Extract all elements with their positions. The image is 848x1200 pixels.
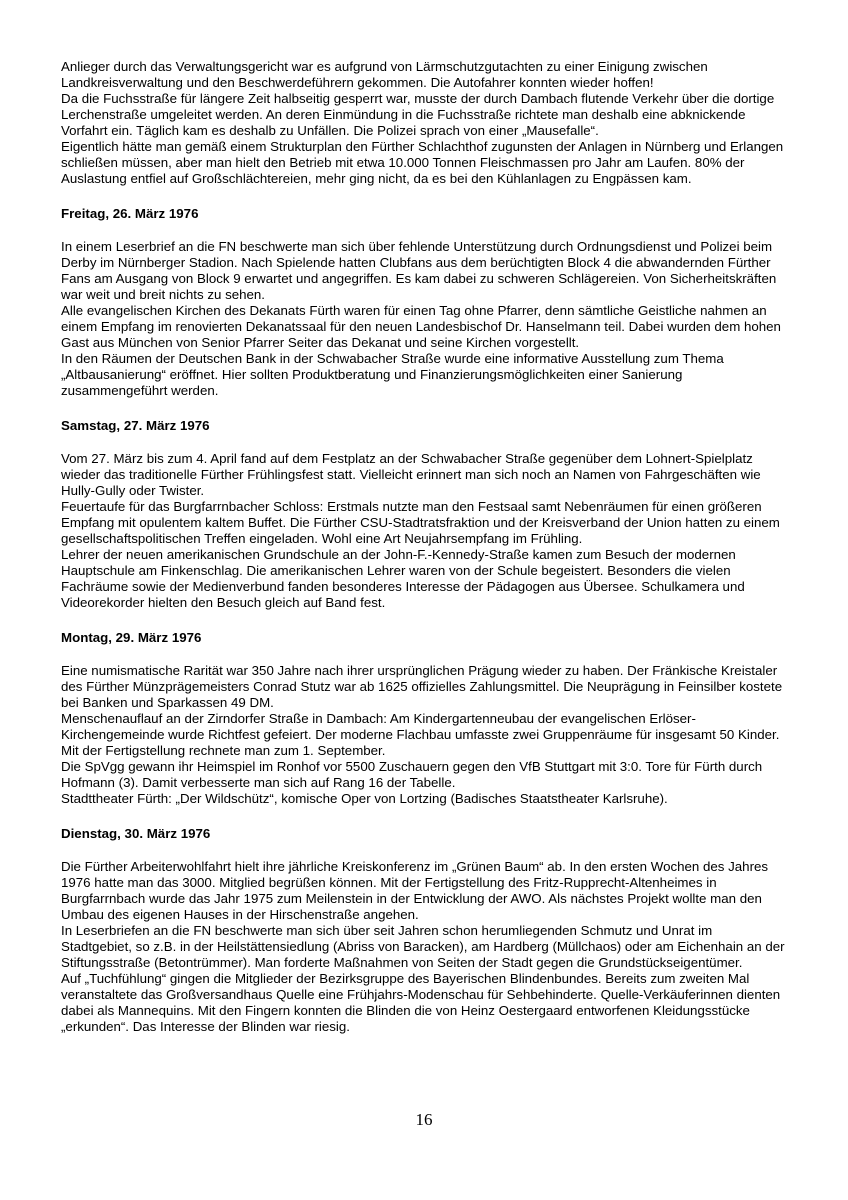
paragraph: Anlieger durch das Verwaltungsgericht war es aufgrund von Lärmschutzgutachten zu einer Einigung zwischen Landkreisverwaltung und den Beschwerdeführern gekommen. Die Autofahrer konnten wieder hoffen! (61, 59, 708, 90)
paragraph: Auf „Tuchfühlung“ gingen die Mitglieder der Bezirksgruppe des Bayerischen Blindenbundes. Bereits zum zweiten Mal veranstaltete das Großversandhaus Quelle eine Frühjahrs-Modenschau für Sehbehinderte. Quelle-Verkäuferinnen dienten dabei als Mannequins. Mit den Fingern konnten die Blinden die von Heinz Oestergaard entworfenen Kleidungsstücke „erkunden“. Das Interesse der Blinden war riesig. (61, 971, 781, 1034)
paragraph: Stadttheater Fürth: „Der Wildschütz“, komische Oper von Lortzing (Badisches Staatstheater Karlsruhe). (61, 791, 668, 806)
paragraph: In den Räumen der Deutschen Bank in der Schwabacher Straße wurde eine informative Ausstellung zum Thema „Altbausanierung“ eröffnet. Hier sollten Produktberatung und Finanzierungsmöglichkeiten einer Sanierung zusammengeführt werden. (61, 351, 724, 398)
paragraph: Da die Fuchsstraße für längere Zeit halbseitig gesperrt war, musste der durch Dambach flutende Verkehr über die dortige Lerchenstraße umgeleitet werden. An deren Einmündung in die Fuchsstraße richtete man deshalb eine abknickende Vorfahrt ein. Täglich kam es deshalb zu Unfällen. Die Polizei sprach von einer „Mausefalle“. (61, 91, 775, 138)
paragraph: Die Fürther Arbeiterwohlfahrt hielt ihre jährliche Kreiskonferenz im „Grünen Baum“ ab. In den ersten Wochen des Jahres 1976 hatte man das 3000. Mitglied begrüßen können. Mit der Fertigstellung des Fritz-Rupprecht-Altenheimes in Burgfarrnbach wurde das Jahr 1975 zum Meilenstein in der Entwicklung der AWO. Als nächstes Projekt wollte man den Umbau des eigenen Hauses in der Hirschenstraße angehen. (61, 859, 769, 922)
paragraph: Lehrer der neuen amerikanischen Grundschule an der John-F.-Kennedy-Straße kamen zum Besuch der modernen Hauptschule am Finkenschlag. Die amerikanischen Lehrer waren von der Schule begeistert. Besonders die vielen Fachräume sowie der Medienverbund fanden besonderes Interesse der Pädagogen aus Übersee. Schulkamera und Videorekorder hielten den Besuch gleich auf Band fest. (61, 547, 745, 610)
section-dienstag (61, 826, 786, 1035)
page-content (61, 59, 786, 1035)
section-heading: Freitag, 26. März 1976 (61, 206, 199, 221)
section-montag (61, 630, 786, 807)
paragraph: Alle evangelischen Kirchen des Dekanats Fürth waren für einen Tag ohne Pfarrer, denn sämtliche Geistliche nahmen an einem Empfang im renovierten Dekanatssaal für den neuen Landesbischof Dr. Hanselmann teil. Dabei wurden dem hohen Gast aus München von Senior Pfarrer Seiter das Dekanat und seine Kirchen vorgestellt. (61, 303, 781, 350)
paragraph: Die SpVgg gewann ihr Heimspiel im Ronhof vor 5500 Zuschauern gegen den VfB Stuttgart mit 3:0. Tore für Fürth durch Hofmann (3). Damit verbesserte man sich auf Rang 16 der Tabelle. (61, 759, 763, 790)
section-heading: Samstag, 27. März 1976 (61, 418, 210, 433)
paragraph: Eigentlich hätte man gemäß einem Strukturplan den Fürther Schlachthof zugunsten der Anlagen in Nürnberg und Erlangen schließen müssen, aber man hielt den Betrieb mit etwa 10.000 Tonnen Fleischmassen pro Jahr am Laufen. 80% der Auslastung entfiel auf Großschlächtereien, mehr ging nicht, da es bei den Kühlanlagen zu Engpässen kam. (61, 139, 784, 186)
paragraph: In Leserbriefen an die FN beschwerte man sich über seit Jahren schon herumliegenden Schmutz und Unrat im Stadtgebiet, so z.B. in der Heilstättensiedlung (Abriss von Baracken), am Hardberg (Müllchaos) oder am Eichenhain an der Stiftungsstraße (Betontrümmer). Man forderte Maßnahmen von Seiten der Stadt gegen die Grundstückseigentümer. (61, 923, 785, 970)
intro-block (61, 59, 786, 187)
paragraph: Vom 27. März bis zum 4. April fand auf dem Festplatz an der Schwabacher Straße gegenüber dem Lohnert-Spielplatz wieder das traditionelle Fürther Frühlingsfest statt. Vielleicht erinnert man sich noch an Namen von Fahrgeschäften wie Hully-Gully oder Twister. (61, 451, 761, 498)
paragraph: Menschenauflauf an der Zirndorfer Straße in Dambach: Am Kindergartenneubau der evangelischen Erlöser-Kirchengemeinde wurde Richtfest gefeiert. Der moderne Flachbau umfasste zwei Gruppenräume für insgesamt 50 Kinder. Mit der Fertigstellung rechnete man zum 1. September. (61, 711, 780, 758)
paragraph: In einem Leserbrief an die FN beschwerte man sich über fehlende Unterstützung durch Ordnungsdienst und Polizei beim Derby im Nürnberger Stadion. Nach Spielende hatten Clubfans aus dem berüchtigten Block 4 die abwandernden Fürther Fans am Ausgang von Block 9 erwartet und angegriffen. Es kam dabei zu schweren Schlägereien. Von Sicherheitskräften war weit und breit nichts zu sehen. (61, 239, 777, 302)
page-number: 16 (415, 1110, 433, 1129)
section-heading: Montag, 29. März 1976 (61, 630, 202, 645)
paragraph: Feuertaufe für das Burgfarrnbacher Schloss: Erstmals nutzte man den Festsaal samt Nebenräumen für einen größeren Empfang mit opulentem kaltem Buffet. Die Fürther CSU-Stadtratsfraktion und der Kreisverband der Union hatten zu einem gesellschaftspolitischen Treffen eingeladen. Wohl eine Art Neujahrsempfang im Frühling. (61, 499, 780, 546)
section-heading: Dienstag, 30. März 1976 (61, 826, 211, 841)
section-freitag (61, 206, 786, 399)
section-samstag (61, 418, 786, 611)
paragraph: Eine numismatische Rarität war 350 Jahre nach ihrer ursprünglichen Prägung wieder zu haben. Der Fränkische Kreistaler des Fürther Münzprägemeisters Conrad Stutz war ab 1625 offizielles Zahlungsmittel. Die Neuprägung in Feinsilber kostete bei Banken und Sparkassen 49 DM. (61, 663, 783, 710)
